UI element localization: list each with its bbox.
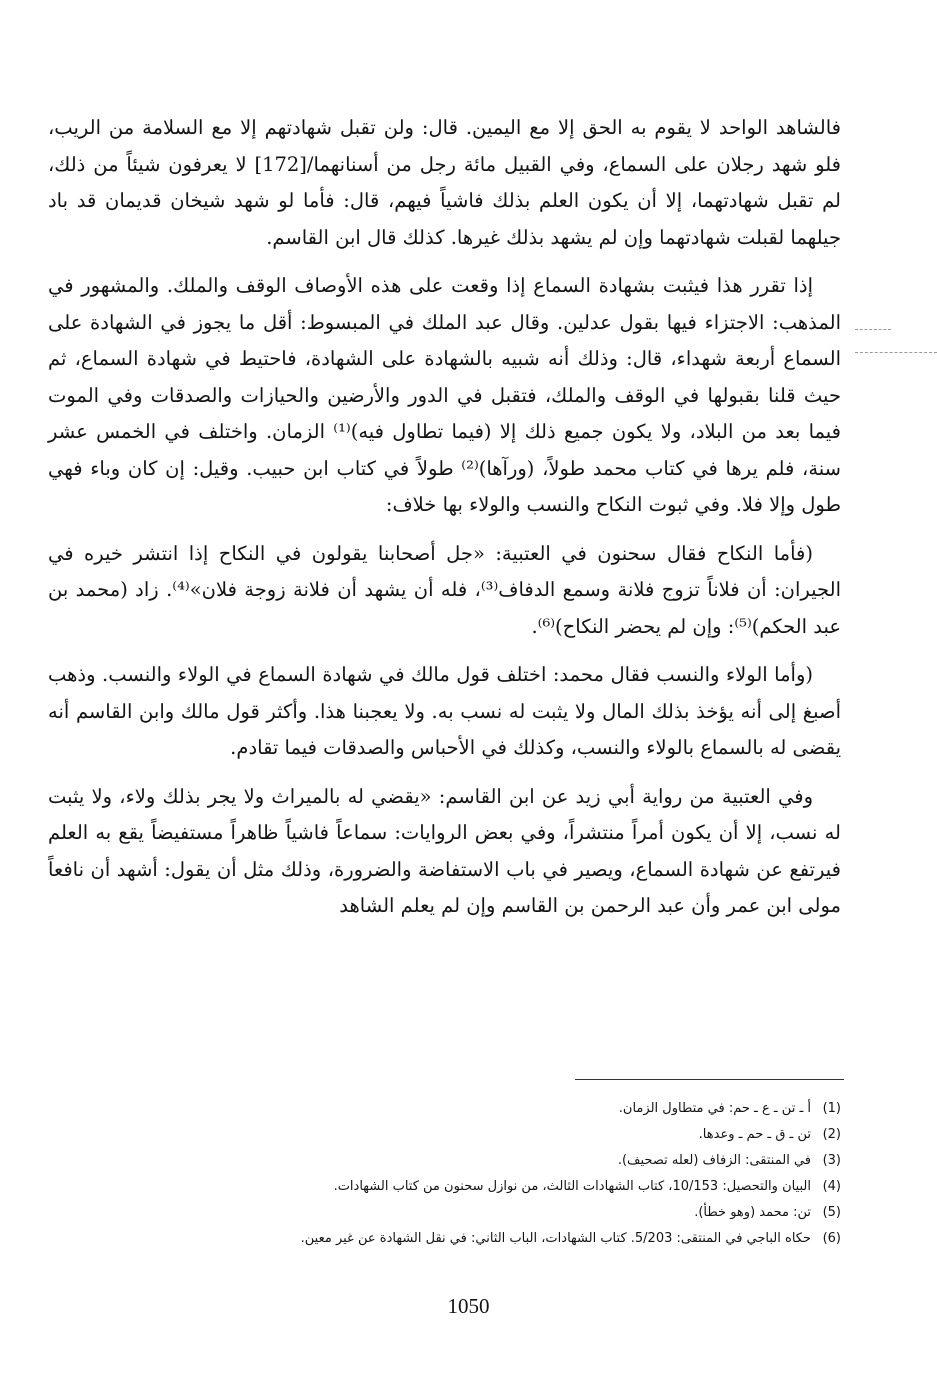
paragraph-5: وفي العتبية من رواية أبي زيد عن ابن القاسم: «يقضي له بالميراث ولا يجر بذلك ولاء، ولا يثبت له نسب، إلا أن يكون أمراً منتشراً، وفي بعض الروايات: سماعاً فاشياً ظاهراً مستفيضاً يقع به العلم فيرتفع عن شهادة السماع، ويصير في باب الاستفاضة والضرورة، وذلك مثل أن يقول: أشهد أن نافعاً مولى ابن عمر وأن عبد الرحمن بن القاسم وإن لم يعلم الشاهد: [48, 784, 841, 917]
margin-mark-top: [855, 329, 891, 330]
main-text: [48, 110, 841, 937]
footnote-number: (5): [822, 1205, 841, 1220]
paragraph-4: (وأما الولاء والنسب فقال محمد: اختلف قول مالك في شهادة السماع في الولاء والنسب. وذهب أصبغ إلى أنه يؤخذ بذلك المال ولا يثبت له نسب به. ولا يعجبنا هذا. وأكثر قول مالك وابن القاسم أنه يقضى له بالسماع بالولاء والنسب، وكذلك في الأحباس والصدقات فيما تقادم.: [48, 663, 841, 759]
margin-mark-bottom: [855, 352, 937, 353]
footnote-2: [48, 1122, 841, 1148]
footnote-number: (4): [822, 1179, 841, 1194]
footnotes: [48, 1096, 841, 1252]
footnote-number: (6): [822, 1231, 841, 1246]
footnote-3: [48, 1148, 841, 1174]
page-number: 1050: [447, 1294, 490, 1318]
footnote-4: [48, 1174, 841, 1200]
footnote-text: في المنتقى: الزفاف (لعله تصحيف).: [617, 1153, 811, 1168]
footnote-text: حكاه الباجي في المنتقى: 5/203. كتاب الشهادات، الباب الثاني: في نقل الشهادة عن غير معين.: [300, 1231, 811, 1246]
paragraph-1: فالشاهد الواحد لا يقوم به الحق إلا مع اليمين. قال: ولن تقبل شهادتهم إلا مع السلامة من الريب، فلو شهد رجلان على السماع، وفي القبيل مائة رجل من أسنانهما/[172] لا يعرفون شيئاً من ذلك، لم تقبل شهادتهما، إلا أن يكون العلم بذلك فاشياً فيهم، قال: فأما لو شهد شيخان قديمان قد باد جيلهما لقبلت شهادتهما وإن لم يشهد بذلك غيرها. كذلك قال ابن القاسم.: [48, 116, 841, 249]
footnote-text: أ ـ تن ـ ع ـ حم: في متطاول الزمان.: [618, 1101, 811, 1116]
footnote-text: البيان والتحصيل: 10/153، كتاب الشهادات الثالث، من نوازل سحنون من كتاب الشهادات.: [333, 1179, 811, 1194]
footnote-number: (3): [822, 1153, 841, 1168]
footnote-text: تن ـ ق ـ حم ـ وعدها.: [698, 1127, 811, 1142]
footnote-text: تن: محمد (وهو خطأ).: [694, 1205, 811, 1220]
paragraph-2: إذا تقرر هذا فيثبت بشهادة السماع إذا وقعت على هذه الأوصاف الوقف والملك. والمشهور في المذهب: الاجتزاء فيها بقول عدلين. وقال عبد الملك في المبسوط: أقل ما يجوز في الشهادة على السماع أربعة شهداء، قال: وذلك أنه شبيه بالشهادة على الشهادة، فاحتيط في شهادة السماع، ثم حيث قلنا بقبولها في الوقف والملك، فتقبل في الدور والأرضين والحيازات والصدقات وفي الموت فيما بعد من البلاد، ولا يكون جميع ذلك إلا (فيما تطاول فيه)⁽¹⁾ الزمان. واختلف في الخمس عشر سنة، فلم يرها في كتاب محمد طولاً، (ورآها)⁽²⁾ طولاً في كتاب ابن حبيب. وقيل: إن كان وباء فهي طول وإلا فلا. وفي ثبوت النكاح والنسب والولاء بها خلاف:: [48, 274, 842, 516]
footnote-5: [48, 1200, 841, 1226]
paragraph-3: (فأما النكاح فقال سحنون في العتبية: «جل أصحابنا يقولون في النكاح إذا انتشر خيره في الجيران: أن فلاناً تزوج فلانة وسمع الدفاف⁽³⁾، فله أن يشهد أن فلانة زوجة فلان»⁽⁴⁾. زاد (محمد بن عبد الحكم)⁽⁵⁾: وإن لم يحضر النكاح)⁽⁶⁾.: [48, 541, 841, 638]
footnote-separator: [575, 1079, 844, 1080]
footnote-number: (1): [822, 1101, 841, 1116]
footnote-1: [48, 1096, 841, 1122]
footnote-number: (2): [822, 1127, 841, 1142]
footnote-6: [48, 1226, 841, 1252]
